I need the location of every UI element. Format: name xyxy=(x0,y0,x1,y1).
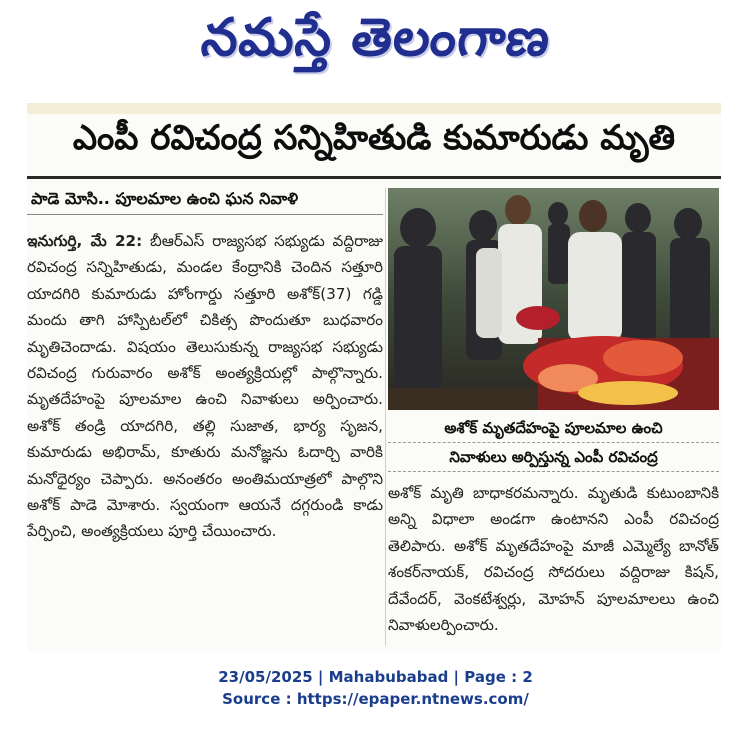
article-body-left xyxy=(27,228,383,643)
article-kicker: పాడె మోసి.. పూలమాల ఉంచి ఘన నివాళి xyxy=(31,189,299,208)
article-body-left-text: బీఆర్‌ఎస్ రాజ్యసభ సభ్యుడు వద్దిరాజు రవిచంద్ర సన్నిహితుడు, మండల కేంద్రానికి చెందిన సత్తూరి యాదగిరి కుమారుడు హోంగార్డు సత్తూరి అశోక్(37) గడ్డి మందు తాగి హాస్పిటల్‌లో చికిత్స పొందుతూ బుధవారం మృతిచెందాడు. విషయం తెలుసుకున్న రాజ్యసభ సభ్యుడు రవిచంద్ర గురువారం అశోక్ అంత్యక్రియల్లో పాల్గొన్నారు. మృతదేహంపై పూలమాల ఉంచి నివాళులు అర్పించారు. అశోక్ తండ్రి యాదగిరి, తల్లి సుజాత, భార్య సృజన, కుమారుడు అభిరామ్, కూతురు మనోజ్ఞను ఓదార్చి వారికి మనోధైర్యం చెప్పారు. అనంతరం అంతిమయాత్రలో పాల్గొని అశోక్ పాడె మోశారు. స్వయంగా ఆయనే దగ్గరుండి కాడు పేర్పించి, అంత్యక్రియలు పూర్తి చేయించారు. xyxy=(27,232,384,541)
page-footer xyxy=(0,666,751,710)
masthead xyxy=(0,0,751,88)
column-divider xyxy=(385,188,386,646)
footer-source: Source : https://epaper.ntnews.com/ xyxy=(222,690,529,708)
photo-caption-line-2: నివాళులు అర్పిస్తున్న ఎంపీ రవిచంద్ర xyxy=(388,443,719,472)
clipping-top-band xyxy=(27,104,721,114)
headline-rule xyxy=(27,176,721,179)
masthead-logo: నమస్తే తెలంగాణ xyxy=(198,7,554,68)
article-photo xyxy=(388,188,719,410)
photo-caption-line-1: అశోక్ మృతదేహంపై పూలమాల ఉంచి xyxy=(388,414,719,443)
article-body-right-text: అశోక్ మృతి బాధాకరమన్నారు. మృతుడి కుటుంబానికి అన్ని విధాలా అండగా ఉంటానని ఎంపీ రవిచంద్ర తెలిపారు. అశోక్ మృతదేహంపై మాజీ ఎమ్మెల్యే బానోత్ శంకర్‌నాయక్, రవిచంద్ర సోదరులు వద్దిరాజు కిషన్, దేవేందర్, వెంకటేశ్వర్లు, మోహన్ పూలమాలలు ఉంచి నివాళులర్పించారు. xyxy=(388,484,719,635)
photo-caption xyxy=(388,414,719,474)
newspaper-clipping xyxy=(27,103,721,651)
funeral-photo-illustration xyxy=(388,188,719,410)
kicker-rule xyxy=(27,214,383,215)
article-body-right xyxy=(388,480,719,645)
article-dateline: ఇనుగుర్తి, మే 22: xyxy=(27,232,143,250)
article-headline: ఎంపీ రవిచంద్ర సన్నిహితుడి కుమారుడు మృతి xyxy=(72,118,676,158)
footer-meta: 23/05/2025 | Mahabubabad | Page : 2 xyxy=(218,668,533,686)
